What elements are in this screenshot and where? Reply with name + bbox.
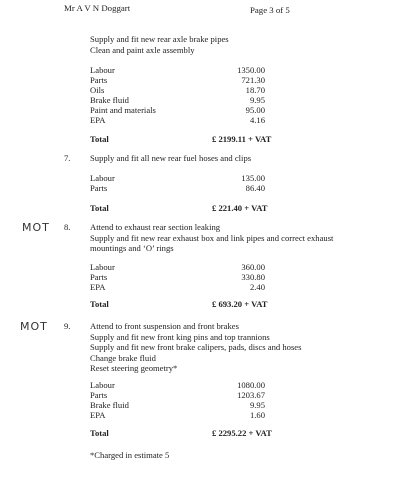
item-label: Paint and materials	[90, 105, 156, 115]
description-line: Supply and fit all new rear fuel hoses and clips	[90, 153, 252, 163]
item-label: EPA	[90, 410, 106, 420]
item-label: Oils	[90, 85, 105, 95]
item-label: Brake fluid	[90, 400, 129, 410]
item-amount: 1.60	[249, 410, 265, 420]
description-line: Change brake fluid	[90, 352, 156, 363]
description-line: Attend to exhaust rear section leaking	[90, 222, 221, 232]
total-label: Total	[90, 203, 109, 213]
item-amount: 721.30	[241, 75, 265, 85]
cost-items	[90, 380, 129, 420]
item-amount: 9.95	[249, 95, 265, 105]
item-amount: 1203.67	[237, 390, 265, 400]
total-value: £ 2295.22 + VAT	[212, 428, 272, 438]
handwritten-mot-note: MOT	[20, 320, 48, 333]
item-label: Labour	[90, 380, 115, 390]
description-line: Supply and fit new rear axle brake pipes	[90, 34, 229, 44]
section-description	[90, 222, 333, 254]
item-amount: 135.00	[241, 173, 265, 183]
total-label: Total	[90, 134, 109, 144]
cost-amounts	[200, 65, 265, 125]
cost-items	[90, 262, 115, 292]
item-label: Brake fluid	[90, 95, 129, 105]
section-number: 7.	[64, 153, 71, 163]
handwritten-mot-note: MOT	[22, 221, 50, 234]
item-label: Parts	[90, 183, 108, 193]
cost-items	[90, 65, 156, 125]
item-label: Parts	[90, 75, 108, 85]
description-line: Attend to front suspension and front brakes	[90, 321, 239, 331]
item-amount: 2.40	[249, 282, 265, 292]
section-description	[90, 321, 301, 374]
item-amount: 86.40	[245, 183, 265, 193]
item-amount: 1080.00	[237, 380, 265, 390]
cost-items	[90, 173, 115, 193]
item-label: EPA	[90, 282, 106, 292]
item-label: Parts	[90, 272, 108, 282]
item-amount: 330.80	[241, 272, 265, 282]
total-value: £ 693.20 + VAT	[212, 299, 268, 309]
total-value: £ 221.40 + VAT	[212, 203, 268, 213]
section-description	[90, 153, 251, 164]
description-line: Reset steering geometry*	[90, 363, 178, 373]
item-amount: 1350.00	[237, 65, 265, 75]
item-label: Labour	[90, 173, 115, 183]
section-number: 8.	[64, 222, 71, 232]
item-label: Parts	[90, 390, 108, 400]
footnote: *Charged in estimate 5	[90, 450, 170, 460]
section-number: 9.	[64, 321, 71, 331]
description-line: mountings and ‘O’ rings	[90, 243, 174, 253]
item-amount: 18.70	[245, 85, 265, 95]
total-label: Total	[90, 299, 109, 309]
item-amount: 9.95	[249, 400, 265, 410]
cost-amounts	[200, 173, 265, 193]
item-label: Labour	[90, 65, 115, 75]
page-number: Page 3 of 5	[250, 5, 290, 15]
description-line: Supply and fit new front brake calipers, pads, discs and hoses	[90, 342, 302, 352]
client-name: Mr A V N Doggart	[64, 3, 131, 13]
item-label: Labour	[90, 262, 115, 272]
item-amount: 360.00	[241, 262, 265, 272]
description-line: Supply and fit new rear exhaust box and link pipes and correct exhaust	[90, 232, 334, 243]
cost-amounts	[200, 262, 265, 292]
total-value: £ 2199.11 + VAT	[212, 134, 272, 144]
total-label: Total	[90, 428, 109, 438]
description-line: Clean and paint axle assembly	[90, 44, 195, 55]
item-amount: 95.00	[245, 105, 265, 115]
item-amount: 4.16	[249, 115, 265, 125]
section-description	[90, 34, 229, 55]
description-line: Supply and fit new front king pins and top trannions	[90, 331, 270, 342]
cost-amounts	[200, 380, 265, 420]
item-label: EPA	[90, 115, 106, 125]
